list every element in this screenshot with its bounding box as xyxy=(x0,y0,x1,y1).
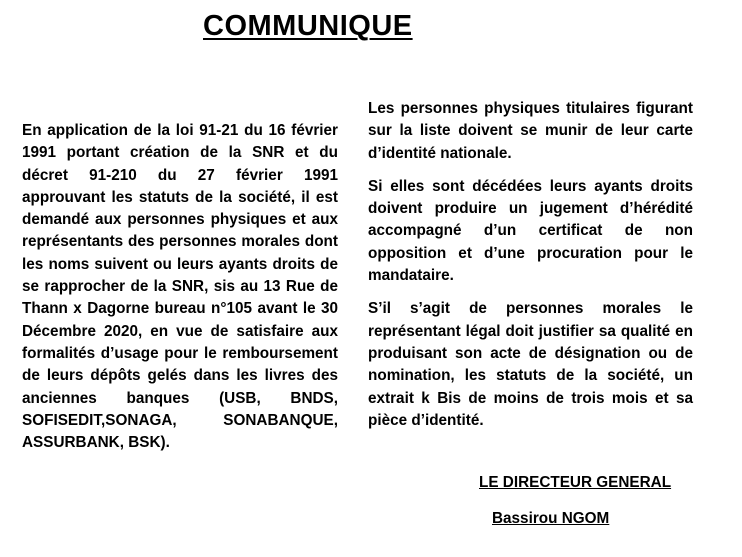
signature-name: Bassirou NGOM xyxy=(492,510,610,527)
right-column xyxy=(368,98,693,443)
right-paragraph-3: S’il s’agit de personnes morales le représentant légal doit justifier sa qualité en produisant son acte de désignation ou de nomination, les statuts de la société, un extrait k Bis de moins de trois mois et sa pièce d’identité. xyxy=(368,300,693,429)
signature-title: LE DIRECTEUR GENERAL xyxy=(479,474,672,491)
right-paragraph-2: Si elles sont décédées leurs ayants droits doivent produire un jugement d’hérédité accompagné d’un certificat de non opposition et d’une procuration pour le mandataire. xyxy=(368,177,693,285)
right-paragraph-1: Les personnes physiques titulaires figurant sur la liste doivent se munir de leur carte d’identité nationale. xyxy=(368,100,693,162)
left-column xyxy=(22,120,338,465)
document-title: COMMUNIQUE xyxy=(203,10,413,42)
left-paragraph: En application de la loi 91-21 du 16 février 1991 portant création de la SNR et du décret 91-210 du 27 février 1991 approuvant les statuts de la société, il est demandé aux personnes physiques et aux représentants des personnes morales dont les noms suivent ou leurs ayants droits de se rapprocher de la SNR, sis au 13 Rue de Thann x Dagorne bureau n°105 avant le 30 Décembre 2020, en vue de satisfaire aux formalités d’usage pour le remboursement de leurs dépôts gelés dans les livres des anciennes banques (USB, BNDS, SOFISEDIT,SONAGA, SONABANQUE, ASSURBANK, BSK). xyxy=(22,122,338,452)
